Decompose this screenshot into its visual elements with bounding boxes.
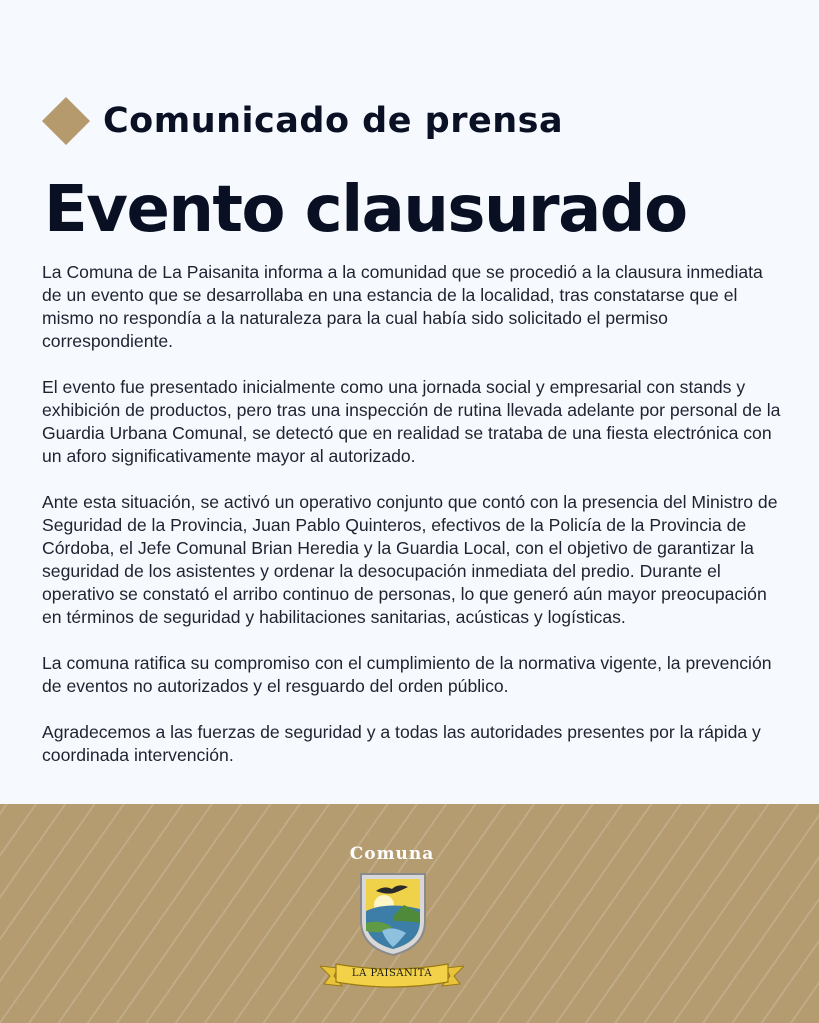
paragraph-2: El evento fue presentado inicialmente como una jornada social y empresarial con stands y exhibición de productos, pero tras una inspección de rutina llevada adelante por personal de la Guardia Urbana Comunal, se detectó que en realidad se trataba de una fiesta electrónica con un aforo significativamente mayor al autorizado.: [42, 377, 781, 466]
paragraph-3: Ante esta situación, se activó un operativo conjunto que contó con la presencia del Ministro de Seguridad de la Provincia, Juan Pablo Quinteros, efectivos de la Policía de la Provincia de Córdoba, el Jefe Comunal Brian Heredia y la Guardia Local, con el objetivo de garantizar la seguridad de los asistentes y ordenar la desocupación inmediata del predio. Durante el operativo se constató el arribo continuo de personas, lo que generó aún mayor preocupación en términos de seguridad y habilitaciones sanitarias, acústicas y logísticas.: [42, 492, 778, 627]
headline: Evento clausurado: [44, 173, 687, 247]
kicker-title: Comunicado de prensa: [103, 101, 564, 141]
footer-band: [0, 804, 819, 1023]
paragraph-1: La Comuna de La Paisanita informa a la comunidad que se procedió a la clausura inmediata de un evento que se desarrollaba en una estancia de la localidad, tras constatarse que el mismo no respondía a la naturaleza para la cual había sido solicitado el permiso correspondiente.: [42, 262, 763, 351]
paragraph-4: La comuna ratifica su compromiso con el cumplimiento de la normativa vigente, la prevención de eventos no autorizados y el resguardo del orden público.: [42, 653, 772, 696]
comuna-crest-icon: [358, 871, 428, 957]
kicker-row: [42, 96, 563, 146]
paragraph-5: Agradecemos a las fuerzas de seguridad y a todas las autoridades presentes por la rápida y coordinada intervención.: [42, 722, 761, 765]
ribbon-label: LA PAISANITA: [351, 968, 433, 979]
article-body: [42, 261, 784, 790]
comuna-logo: [320, 844, 464, 994]
logo-word: Comuna: [349, 844, 435, 864]
diamond-icon: [42, 97, 90, 145]
